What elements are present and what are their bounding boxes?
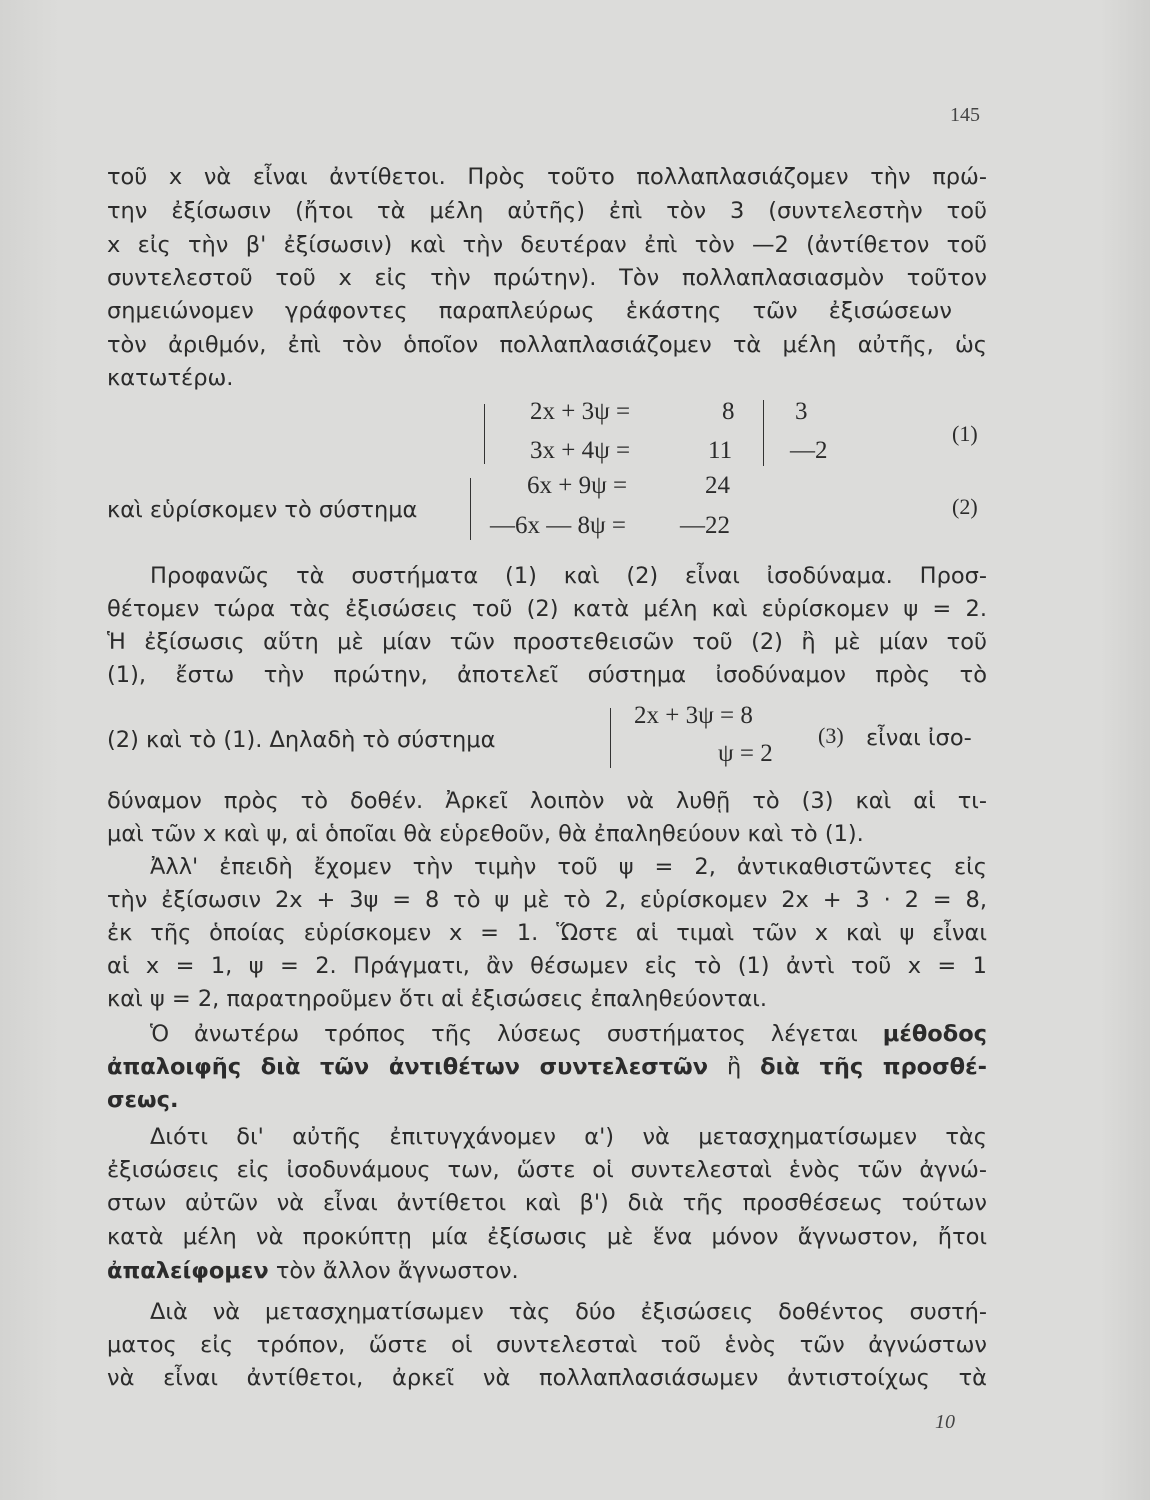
text-line: θέτομεν τώρα τὰς ἐξισώσεις τοῦ (2) κατὰ μέλη καὶ εὑρίσκομεν ψ = 2. bbox=[107, 596, 987, 622]
text-line: σημειώνομεν γράφοντες παραπλεύρως ἑκάστης τῶν ἐξισώσεων bbox=[107, 298, 952, 324]
text-line: κατὰ μέλη νὰ προκύπτῃ μία ἐξίσωσις μὲ ἕνα μόνον ἄγνωστον, ἤτοι bbox=[107, 1224, 987, 1250]
multiplier: —2 bbox=[790, 437, 828, 464]
text-fragment: εἶναι ἰσο- bbox=[866, 725, 972, 751]
equation-rhs: 8 bbox=[722, 398, 735, 425]
multiplier: 3 bbox=[795, 398, 808, 425]
equation-lhs: 3x + 4ψ = bbox=[530, 437, 631, 464]
equation-lhs: 2x + 3ψ = bbox=[530, 398, 631, 425]
signature-mark: 10 bbox=[935, 1411, 955, 1433]
text-line: κατωτέρω. bbox=[107, 365, 234, 391]
equation: 2x + 3ψ = 8 bbox=[634, 702, 753, 729]
text-line: τὸν ἀριθμόν, ἐπὶ τὸν ὁποῖον πολλαπλασιάζομεν τὰ μέλη αὐτῆς, ὡς bbox=[107, 332, 987, 358]
system-label: (2) bbox=[952, 494, 978, 519]
text-line: αἱ x = 1, ψ = 2. Πράγματι, ἂν θέσωμεν εἰς τὸ (1) ἀντὶ τοῦ x = 1 bbox=[107, 953, 987, 979]
text-line: μαὶ τῶν x καὶ ψ, αἱ ὁποῖαι θὰ εὑρεθοῦν, θὰ ἐπαληθεύουν καὶ τὸ (1). bbox=[107, 821, 864, 847]
bold-term: σεως. bbox=[107, 1087, 179, 1113]
left-brace bbox=[610, 708, 619, 768]
text-line: ἐξισώσεις εἰς ἰσοδυνάμους των, ὥστε οἱ συντελεσταὶ ἑνὸς τῶν ἀγνώ- bbox=[107, 1157, 987, 1183]
definition-line bbox=[150, 1019, 987, 1049]
bold-term: ἀπαλοιφῆς διὰ τῶν ἀντιθέτων συντελεστῶν bbox=[107, 1054, 709, 1080]
text-line: Προφανῶς τὰ συστήματα (1) καὶ (2) εἶναι ἰσοδύναμα. Προσ- bbox=[150, 563, 987, 589]
system-intro: (2) καὶ τὸ (1). Δηλαδὴ τὸ σύστημα bbox=[107, 727, 496, 753]
definition-line bbox=[107, 1085, 987, 1115]
equation-rhs: 11 bbox=[708, 437, 733, 464]
system-label: (3) bbox=[818, 723, 844, 748]
text-line: x εἰς τὴν β' ἐξίσωσιν) καὶ τὴν δευτέραν ἐπὶ τὸν —2 (ἀντίθετον τοῦ bbox=[107, 232, 987, 258]
text-line: (1), ἔστω τὴν πρώτην, ἀποτελεῖ σύστημα ἰσοδύναμον πρὸς τὸ bbox=[107, 662, 987, 688]
multiplier-separator bbox=[763, 400, 764, 466]
text-line: Ἡ ἐξίσωσις αὕτη μὲ μίαν τῶν προστεθεισῶν τοῦ (2) ἢ μὲ μίαν τοῦ bbox=[107, 629, 987, 655]
text-fragment: ἢ bbox=[726, 1054, 742, 1080]
text-line: την ἐξίσωσιν (ἤτοι τὰ μέλη αὐτῆς) ἐπὶ τὸν 3 (συντελεστὴν τοῦ bbox=[107, 198, 987, 224]
equation: ψ = 2 bbox=[718, 740, 773, 767]
text-line: ματος εἰς τρόπον, ὥστε οἱ συντελεσταὶ τοῦ ἑνὸς τῶν ἀγνώστων bbox=[107, 1332, 987, 1358]
equation-lhs: 6x + 9ψ = bbox=[527, 472, 628, 499]
text-line: Διὰ νὰ μετασχηματίσωμεν τὰς δύο ἐξισώσεις δοθέντος συστή- bbox=[150, 1299, 987, 1325]
text-line: Ἀλλ' ἐπειδὴ ἔχομεν τὴν τιμὴν τοῦ ψ = 2, ἀντικαθιστῶντες εἰς bbox=[150, 854, 987, 880]
text-line: τοῦ x νὰ εἶναι ἀντίθετοι. Πρὸς τοῦτο πολλαπλασιάζομεν τὴν πρώ- bbox=[107, 164, 987, 190]
equation-rhs: —22 bbox=[680, 512, 730, 539]
system-label: (1) bbox=[952, 421, 978, 446]
bold-term: μέθοδος bbox=[882, 1021, 988, 1047]
bold-term: διὰ τῆς προσθέ- bbox=[760, 1054, 987, 1080]
text-line bbox=[107, 1256, 987, 1286]
text-line: συντελεστοῦ τοῦ x εἰς τὴν πρώτην). Τὸν πολλαπλασιασμὸν τοῦτον bbox=[107, 265, 987, 291]
text-line: στων αὐτῶν νὰ εἶναι ἀντίθετοι καὶ β') διὰ τῆς προσθέσεως τούτων bbox=[107, 1190, 987, 1216]
left-brace bbox=[470, 478, 479, 540]
text-line: ἐκ τῆς ὁποίας εὑρίσκομεν x = 1. Ὥστε αἱ τιμαὶ τῶν x καὶ ψ εἶναι bbox=[107, 920, 987, 946]
equation-lhs: —6x — 8ψ = bbox=[490, 512, 626, 539]
page-number: 145 bbox=[950, 104, 980, 126]
equation-rhs: 24 bbox=[705, 472, 730, 499]
text-fragment: τὸν ἄλλον ἄγνωστον. bbox=[275, 1258, 519, 1284]
definition-line bbox=[107, 1052, 987, 1082]
text-line: δύναμον πρὸς τὸ δοθέν. Ἀρκεῖ λοιπὸν νὰ λυθῇ τὸ (3) καὶ αἱ τι- bbox=[107, 788, 987, 814]
text-fragment: Ὁ ἀνωτέρω τρόπος τῆς λύσεως συστήματος λέγεται bbox=[150, 1021, 858, 1047]
bold-term: ἀπαλείφομεν bbox=[107, 1258, 269, 1284]
text-line: καὶ ψ = 2, παρατηροῦμεν ὅτι αἱ ἐξισώσεις ἐπαληθεύονται. bbox=[107, 986, 768, 1012]
left-brace bbox=[484, 404, 493, 464]
system-intro: καὶ εὑρίσκομεν τὸ σύστημα bbox=[107, 497, 418, 523]
text-line: τὴν ἐξίσωσιν 2x + 3ψ = 8 τὸ ψ μὲ τὸ 2, εὑρίσκομεν 2x + 3 · 2 = 8, bbox=[107, 887, 987, 913]
text-line: Διότι δι' αὐτῆς ἐπιτυγχάνομεν α') νὰ μετασχηματίσωμεν τὰς bbox=[150, 1124, 987, 1150]
text-line: νὰ εἶναι ἀντίθετοι, ἀρκεῖ νὰ πολλαπλασιάσωμεν ἀντιστοίχως τὰ bbox=[107, 1365, 987, 1391]
